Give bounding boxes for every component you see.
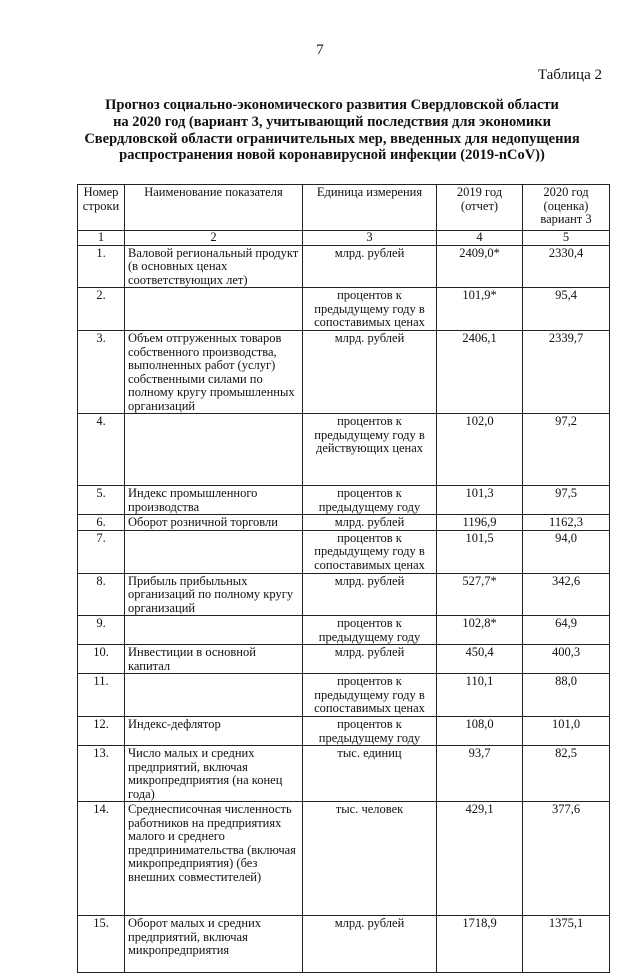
value-2020: 97,5 <box>523 486 610 515</box>
value-2020: 82,5 <box>523 746 610 802</box>
indicator-name: Прибыль прибыльных организаций по полному кругу организаций <box>125 573 303 616</box>
row-number: 14. <box>78 802 125 916</box>
indicator-name: Оборот малых и средних предприятий, включая микропредприятия <box>125 916 303 973</box>
value-2019: 450,4 <box>437 645 523 674</box>
unit-of-measure: процентов к предыдущему году <box>303 486 437 515</box>
table-label: Таблица 2 <box>537 67 602 83</box>
unit-of-measure: процентов к предыдущему году в сопоставимых ценах <box>303 530 437 573</box>
table-row <box>78 916 610 973</box>
title-line: Прогноз социально-экономического развития Свердловской области <box>105 97 559 113</box>
value-2020: 1162,3 <box>523 515 610 531</box>
table-row <box>78 645 610 674</box>
header-2020: 2020 год (оценка) вариант 3 <box>523 185 610 231</box>
indicator-name <box>125 414 303 486</box>
unit-of-measure: млрд. рублей <box>303 245 437 288</box>
table-row <box>78 717 610 746</box>
value-2019: 527,7* <box>437 573 523 616</box>
table-row <box>78 674 610 717</box>
value-2019: 102,0 <box>437 414 523 486</box>
unit-of-measure: млрд. рублей <box>303 645 437 674</box>
value-2020: 1375,1 <box>523 916 610 973</box>
value-2020: 64,9 <box>523 616 610 645</box>
value-2019: 1196,9 <box>437 515 523 531</box>
column-number: 2 <box>125 231 303 246</box>
header-name: Наименование показателя <box>125 185 303 231</box>
value-2019: 1718,9 <box>437 916 523 973</box>
page-number: 7 <box>316 42 324 58</box>
row-number: 5. <box>78 486 125 515</box>
value-2019: 101,3 <box>437 486 523 515</box>
unit-of-measure: процентов к предыдущему году в сопоставимых ценах <box>303 674 437 717</box>
value-2020: 101,0 <box>523 717 610 746</box>
row-number: 8. <box>78 573 125 616</box>
unit-of-measure: млрд. рублей <box>303 916 437 973</box>
table-row <box>78 573 610 616</box>
document-title <box>60 97 604 164</box>
header-num: Номер строки <box>78 185 125 231</box>
value-2019: 2406,1 <box>437 331 523 414</box>
row-number: 3. <box>78 331 125 414</box>
row-number: 15. <box>78 916 125 973</box>
value-2020: 95,4 <box>523 288 610 331</box>
indicator-name: Среднесписочная численность работников на предприятиях малого и среднего предпринимательства (включая микропредприятия) (без внешних совместителей) <box>125 802 303 916</box>
value-2020: 97,2 <box>523 414 610 486</box>
row-number: 9. <box>78 616 125 645</box>
value-2019: 2409,0* <box>437 245 523 288</box>
indicator-name <box>125 674 303 717</box>
indicator-name: Индекс-дефлятор <box>125 717 303 746</box>
value-2019: 108,0 <box>437 717 523 746</box>
row-number: 7. <box>78 530 125 573</box>
indicator-name <box>125 616 303 645</box>
header-unit: Единица измерения <box>303 185 437 231</box>
value-2019: 101,9* <box>437 288 523 331</box>
row-number: 4. <box>78 414 125 486</box>
unit-of-measure: тыс. единиц <box>303 746 437 802</box>
column-number: 4 <box>437 231 523 246</box>
table-row <box>78 616 610 645</box>
indicator-name: Валовой региональный продукт (в основных ценах соответствующих лет) <box>125 245 303 288</box>
title-line: Свердловской области ограничительных мер, введенных для недопущения <box>84 130 580 147</box>
value-2020: 377,6 <box>523 802 610 916</box>
table-row <box>78 245 610 288</box>
row-number: 2. <box>78 288 125 331</box>
unit-of-measure: млрд. рублей <box>303 573 437 616</box>
row-number: 11. <box>78 674 125 717</box>
header-2019: 2019 год (отчет) <box>437 185 523 231</box>
value-2020: 88,0 <box>523 674 610 717</box>
forecast-table <box>77 184 610 973</box>
indicator-name: Объем отгруженных товаров собственного производства, выполненных работ (услуг) собственными силами по полному кругу промышленных организаций <box>125 331 303 414</box>
table-header-row <box>78 185 610 231</box>
unit-of-measure: млрд. рублей <box>303 331 437 414</box>
table-row <box>78 515 610 531</box>
value-2020: 2339,7 <box>523 331 610 414</box>
table-row <box>78 414 610 486</box>
unit-of-measure: процентов к предыдущему году в сопоставимых ценах <box>303 288 437 331</box>
unit-of-measure: тыс. человек <box>303 802 437 916</box>
column-number-row <box>78 231 610 246</box>
table-row <box>78 486 610 515</box>
table-row <box>78 331 610 414</box>
value-2019: 93,7 <box>437 746 523 802</box>
table-row <box>78 530 610 573</box>
unit-of-measure: процентов к предыдущему году <box>303 616 437 645</box>
value-2020: 342,6 <box>523 573 610 616</box>
value-2019: 101,5 <box>437 530 523 573</box>
column-number: 5 <box>523 231 610 246</box>
title-line: распространения новой коронавирусной инфекции (2019-nCoV)) <box>119 147 545 164</box>
column-number: 3 <box>303 231 437 246</box>
value-2020: 400,3 <box>523 645 610 674</box>
table-row <box>78 802 610 916</box>
indicator-name <box>125 288 303 331</box>
indicator-name: Оборот розничной торговли <box>125 515 303 531</box>
row-number: 10. <box>78 645 125 674</box>
indicator-name: Инвестиции в основной капитал <box>125 645 303 674</box>
value-2019: 429,1 <box>437 802 523 916</box>
table-row <box>78 288 610 331</box>
row-number: 12. <box>78 717 125 746</box>
value-2019: 102,8* <box>437 616 523 645</box>
row-number: 1. <box>78 245 125 288</box>
value-2019: 110,1 <box>437 674 523 717</box>
value-2020: 94,0 <box>523 530 610 573</box>
unit-of-measure: процентов к предыдущему году <box>303 717 437 746</box>
row-number: 6. <box>78 515 125 531</box>
indicator-name: Индекс промышленного производства <box>125 486 303 515</box>
indicator-name <box>125 530 303 573</box>
column-number: 1 <box>78 231 125 246</box>
title-line: на 2020 год (вариант 3, учитывающий последствия для экономики <box>113 113 551 130</box>
table-row <box>78 746 610 802</box>
indicator-name: Число малых и средних предприятий, включая микропредприятия (на конец года) <box>125 746 303 802</box>
unit-of-measure: млрд. рублей <box>303 515 437 531</box>
value-2020: 2330,4 <box>523 245 610 288</box>
unit-of-measure: процентов к предыдущему году в действующих ценах <box>303 414 437 486</box>
row-number: 13. <box>78 746 125 802</box>
